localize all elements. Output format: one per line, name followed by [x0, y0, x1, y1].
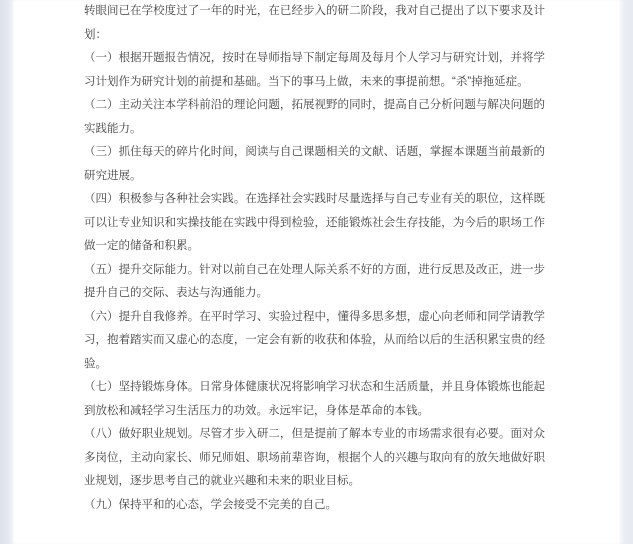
paragraph-item-2: （二）主动关注本学科前沿的理论问题，拓展视野的同时，提高自己分析问题与解决问题的实践能力。: [84, 99, 545, 135]
left-page-margin: [0, 0, 12, 544]
paragraph-item-3: （三）抓住每天的碎片化时间，阅读与自己课题相关的文献、话题，掌握本课题当前最新的研究进展。: [84, 146, 545, 182]
paragraph-item-6: （六）提升自我修养。在平时学习、实验过程中，懂得多思多想，虚心向老师和同学请教学习，抱着踏实而又虚心的态度，一定会有新的收获和体验，从而给以后的生活积累宝贵的经验。: [84, 310, 545, 370]
paragraph-item-9: （九）保持平和的心态，学会接受不完美的自己。: [84, 498, 337, 511]
document-page: [12, 0, 621, 544]
paragraph-item-1: （一）根据开题报告情况，按时在导师指导下制定每周及每月个人学习与研究计划，并将学习计划作为研究计划的前提和基础。当下的事马上做，未来的事提前想。“杀”掉拖延症。: [84, 52, 545, 88]
right-page-margin: [621, 0, 633, 544]
document-text-block: [84, 0, 545, 517]
paragraph-intro: 转眼间已在学校度过了一年的时光，在已经步入的研二阶段，我对自己提出了以下要求及计划：: [84, 5, 545, 41]
paragraph-item-5: （五）提升交际能力。针对以前自己在处理人际关系不好的方面，进行反思及改正，进一步提升自己的交际、表达与沟通能力。: [84, 263, 545, 299]
paragraph-item-7: （七）坚持锻炼身体。日常身体健康状况将影响学习状态和生活质量，并且身体锻炼也能起到放松和减轻学习生活压力的功效。永远牢记，身体是革命的本钱。: [84, 381, 545, 417]
paragraph-item-4: （四）积极参与各种社会实践。在选择社会实践时尽量选择与自己专业有关的职位，这样既可以让专业知识和实操技能在实践中得到检验，还能锻炼社会生存技能，为今后的职场工作做一定的储备和积累。: [84, 193, 545, 252]
paragraph-item-8: （八）做好职业规划。尽管才步入研二，但是提前了解本专业的市场需求很有必要。面对众多岗位，主动向家长、师兄师姐、职场前辈咨询，根据个人的兴趣与取向有的放矢地做好职业规划，逐步思考自己的就业兴趣和未来的职业目标。: [84, 428, 545, 487]
